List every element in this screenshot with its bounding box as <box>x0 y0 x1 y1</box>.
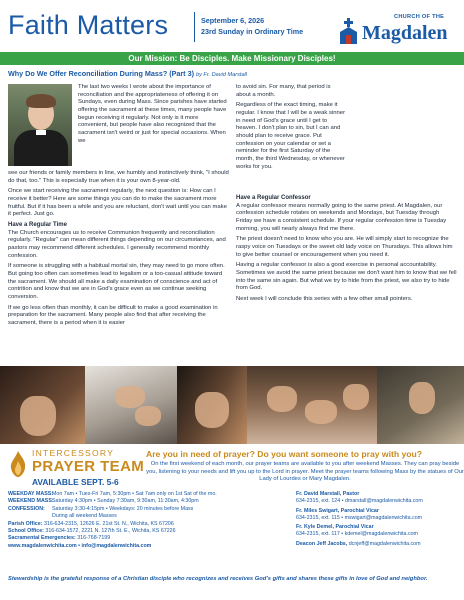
prayer-headline: Are you in need of prayer? Do you want someone to pray with you? <box>146 449 422 459</box>
clergy-name: Fr. Miles Swigart, Parochial Vicar <box>296 507 379 514</box>
clergy-name: Deacon Jeff Jacobs, <box>296 540 348 547</box>
clergy-name: Fr. Kyle Demel, Parochial Vicar <box>296 524 374 531</box>
school-office-label: School Office: <box>8 528 44 535</box>
deacon-line <box>296 541 464 548</box>
church-logo <box>338 14 460 48</box>
weekday-mass-row <box>8 491 258 498</box>
photo-clasped-hands <box>177 366 247 444</box>
article-paragraph: to avoid sin. For many, that period is about a month. <box>236 84 331 98</box>
header-divider <box>194 12 195 42</box>
article-column-1 <box>8 170 229 330</box>
confession-label: CONFESSION: <box>8 505 45 512</box>
clergy-contact[interactable]: 634-2315, ext. 117 • kdemel@magdalenwichita.com <box>296 531 418 538</box>
parish-info <box>0 491 464 567</box>
article-paragraph: Regardless of the exact timing, make it regular. I know that I will be a weak sinner in need of God's grace until I get to heaven. I don't plan to sin, but I can and should plan to receive grace. Put confession on your calendar or set a reminder for the first Saturday of the month, the third Wednesday, or whenever works for you. <box>236 102 346 170</box>
weekend-mass-times: Saturday 4:30pm • Sunday 7:30am, 9:30am, 11:30am, 4:30pm <box>52 498 199 505</box>
school-office-info: 316-634-1572, 2221 N. 127th St. E., Wichita, KS 67226 <box>45 528 176 535</box>
flame-icon <box>8 450 28 478</box>
masthead-title: Faith Matters <box>8 10 169 40</box>
photo-group-prayer <box>247 366 377 444</box>
stewardship-footer: Stewardship is the grateful response of a Christian disciple who recognizes and receives God's gifts and shares these gifts in love of God and neighbor. <box>8 576 428 582</box>
prayer-photo-strip <box>0 366 464 444</box>
confession-times: Saturday 3:30-4:15pm • Weekdays: 20 minutes before Mass <box>52 505 194 512</box>
article-paragraph: If we go less often than monthly, it can be difficult to make a good examination in preparation for the sacrament. Many people also find that after receiving the sacrament, there is a period when it is easier <box>8 304 218 326</box>
photo-praying-hands <box>0 366 85 444</box>
mission-banner: Our Mission: Be Disciples. Make Missionary Disciples! <box>0 52 464 65</box>
subheading-regular-confessor: Have a Regular Confessor <box>236 195 311 201</box>
photo-woman-praying <box>377 366 464 444</box>
parish-office-info: 316-634-2315, 12626 E. 21st St. N., Wichita, KS 67206 <box>43 520 174 527</box>
church-icon <box>338 18 360 44</box>
weekday-mass-label: WEEKDAY MASS: <box>8 491 54 497</box>
confession-row-2 <box>8 513 258 520</box>
confession-row <box>8 506 258 513</box>
weekend-mass-row <box>8 498 258 505</box>
subheading-regular-time: Have a Regular Time <box>8 221 67 228</box>
school-office-line <box>8 528 258 535</box>
website-link[interactable]: www.magdalenwichita.com • info@magdalenwichita.com <box>8 542 152 549</box>
article-column-1-top <box>78 84 229 148</box>
weekday-mass-times: Mon 7am • Tues-Fri 7am, 5:30pm • Sat 7am only on 1st Sat of the mo. <box>52 491 217 497</box>
issue-date: September 6, 2026 <box>201 16 265 25</box>
photo-laying-hands <box>85 366 177 444</box>
article-title <box>8 69 247 78</box>
liturgical-day: 23rd Sunday in Ordinary Time <box>201 27 304 36</box>
sacramental-emergency-label: Sacramental Emergencies: <box>8 535 76 542</box>
article-paragraph: A regular confessor means normally going to the same priest. At Magdalen, our confession schedule rotates on weekends and Mondays, but Tuesday through Friday we have a consistent schedule. If your regular confession time is Tuesday morning, you will nearly always find me there. <box>236 202 447 232</box>
confession-weekend: During all weekend Masses <box>52 513 117 520</box>
masthead-header <box>0 0 464 52</box>
article-paragraph: The Church encourages us to receive Communion frequently and reconciliation regularly. "Regular" can mean different things depending on our circumstances, and pastors may recommend different schedules. I generally recommend monthly confession. <box>8 229 226 259</box>
article-paragraph: Next week I will conclude this series with a few other small pointers. <box>236 295 413 302</box>
clergy-directory <box>296 491 464 550</box>
sacramental-emergency-phone: 316-768-7199 <box>77 535 111 542</box>
logo-tagline: CHURCH OF THE <box>394 14 445 20</box>
clergy-contact[interactable]: 634-2315, ext. 124 • dmarstall@magdalenwichita.com <box>296 498 423 505</box>
parish-office-label: Parish Office: <box>8 520 43 527</box>
schedule-and-contacts <box>8 491 258 550</box>
clergy-name: Fr. David Marstall, Pastor <box>296 491 360 497</box>
prayer-team-availability: AVAILABLE SEPT. 5-6 <box>32 477 119 487</box>
prayer-team-intercessory: INTERCESSORY <box>32 448 115 458</box>
article-column-2 <box>236 194 457 307</box>
clergy-contact[interactable]: 634-2315, ext. 115 • mswigart@magdalenwichita.com <box>296 514 423 521</box>
article-paragraph: see our friends or family members in line, we humbly and instinctively think, "I should do that, too." This is especially true when it is your own 8-year-old. <box>8 170 229 184</box>
article-author: by Fr. David Marstall <box>195 72 248 78</box>
article-paragraph: If someone is struggling with a habitual mortal sin, they may need to go more often. But going too often can sometimes lead to legalism or a too-casual attitude toward the sacrament. We should all make a daily examination of conscience and act of contrition and know that we are in God's grace even as we continue seeking conversion. <box>8 263 225 300</box>
logo-name: Magdalen <box>362 22 448 44</box>
article-paragraph: Having a regular confessor is also a good exercise in personal accountability. Sometimes we avoid the same priest because we don't want him to know that we fell into the same sin again. But what we try to hide from the priest, we also try to hide from God. <box>236 262 457 292</box>
article-title-text: Why Do We Offer Reconciliation During Mass? (Part 3) <box>8 69 194 78</box>
author-photo <box>8 84 72 166</box>
weekend-mass-label: WEEKEND MASS: <box>8 498 54 505</box>
article-paragraph: Once we start receiving the sacrament regularly, the next question is: How can I receive it better? Here are some things you can do to make the sacrament more fruitful. But if it has been a while and you are reluctant, don't wait until you can make it perfect. Just go. <box>8 188 227 218</box>
article-paragraph: The priest doesn't need to know who you are. He will simply start to recognize the raspy voice on Tuesdays or the sweet old lady voice on Thursdays. This allows him to give better counsel or encouragement when you need it. <box>236 236 453 258</box>
article-paragraph: The last two weeks I wrote about the importance of reconciliation and the appropriateness of offering it on Sundays, even during Mass. Since parishes have started offering the sacrament at these times, many people have begun receiving it regularly. Not only is it more convenient, but people have also recognized that the sacrament isn't weird or just for special occasions. When we <box>78 84 227 144</box>
sacramental-emergency-line <box>8 535 258 542</box>
clergy-contact[interactable]: dcnjeff@magdalenwichita.com <box>348 540 421 547</box>
article-column-2-top <box>236 84 346 174</box>
parish-office-line <box>8 521 258 528</box>
prayer-team-title: PRAYER TEAM <box>32 458 145 475</box>
prayer-description: On the first weekend of each month, our prayer teams are available to you after weekend Masses. They can pray beside you, listening to your needs and lift you up to the Lord in prayer. Meet the prayer teams following Mass by the statues of Our Lady of Lourdes or Mary Magdalen. <box>146 461 464 483</box>
